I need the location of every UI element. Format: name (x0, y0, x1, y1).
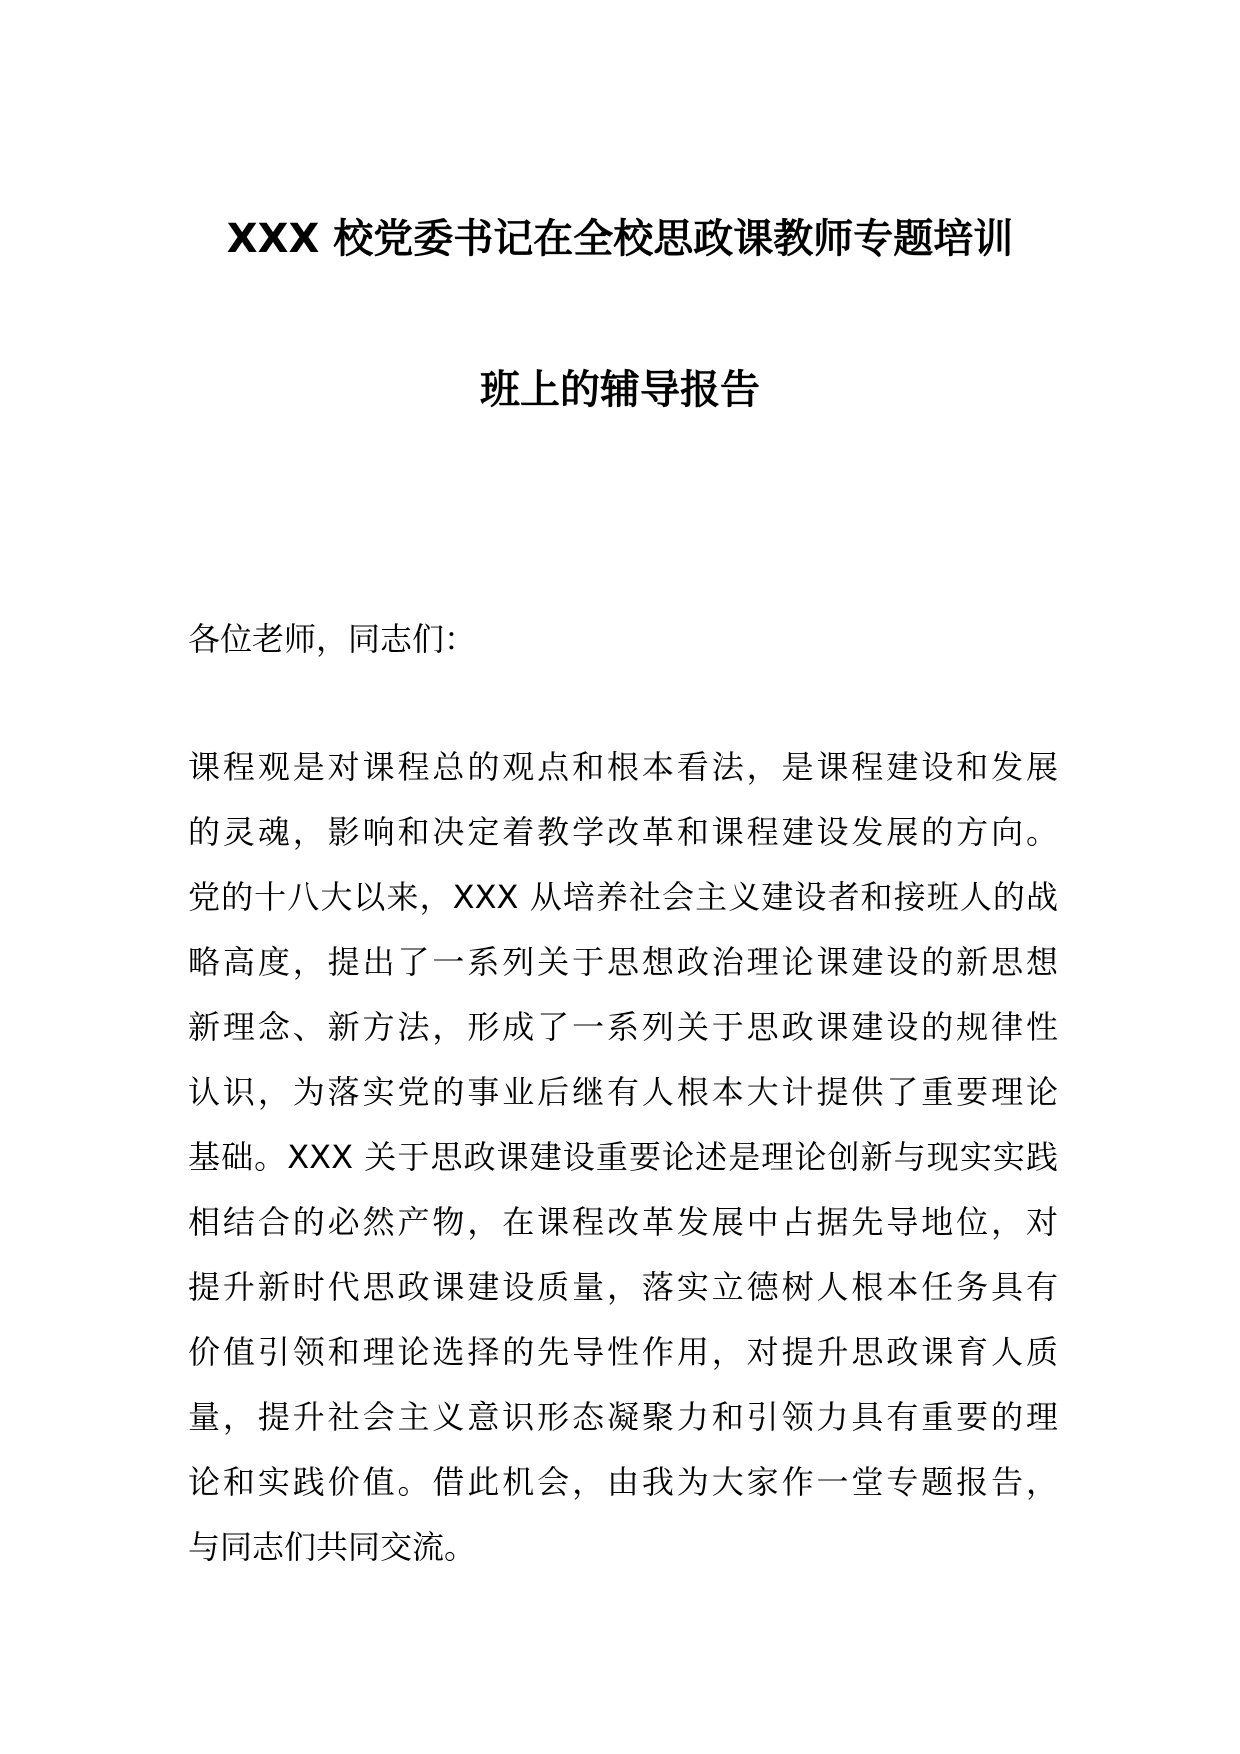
paragraph-line: 量，提升社会主义意识形态凝聚力和引领力具有重要的理 (188, 1398, 1058, 1436)
paragraph-line: 价值引领和理论选择的先导性作用，对提升思政课育人质 (188, 1333, 1058, 1371)
document-title-line-2: 班上的辅导报告 (480, 367, 760, 413)
paragraph-line: 新理念、新方法，形成了一系列关于思政课建设的规律性 (188, 1008, 1058, 1046)
salutation: 各位老师，同志们： (188, 620, 477, 658)
document-title-line-1: XXX 校党委书记在全校思政课教师专题培训 (226, 216, 1014, 262)
paragraph-line: 与同志们共同交流。 (188, 1528, 477, 1566)
paragraph-line: 相结合的必然产物，在课程改革发展中占据先导地位，对 (188, 1203, 1058, 1241)
paragraph-line: 党的十八大以来，XXX 从培养社会主义建设者和接班人的战 (188, 878, 1058, 916)
paragraph-line: 略高度，提出了一系列关于思想政治理论课建设的新思想 (188, 943, 1058, 981)
paragraph-line: 论和实践价值。借此机会，由我为大家作一堂专题报告， (188, 1463, 1058, 1501)
paragraph-line: 提升新时代思政课建设质量，落实立德树人根本任务具有 (188, 1268, 1058, 1306)
paragraph-line: 基础。XXX 关于思政课建设重要论述是理论创新与现实实践 (188, 1138, 1058, 1176)
paragraph-line: 认识，为落实党的事业后继有人根本大计提供了重要理论 (188, 1073, 1058, 1111)
paragraph-line: 课程观是对课程总的观点和根本看法，是课程建设和发展 (188, 748, 1058, 786)
paragraph-line: 的灵魂，影响和决定着教学改革和课程建设发展的方向。 (188, 813, 1058, 851)
body-paragraph (188, 747, 1058, 1592)
